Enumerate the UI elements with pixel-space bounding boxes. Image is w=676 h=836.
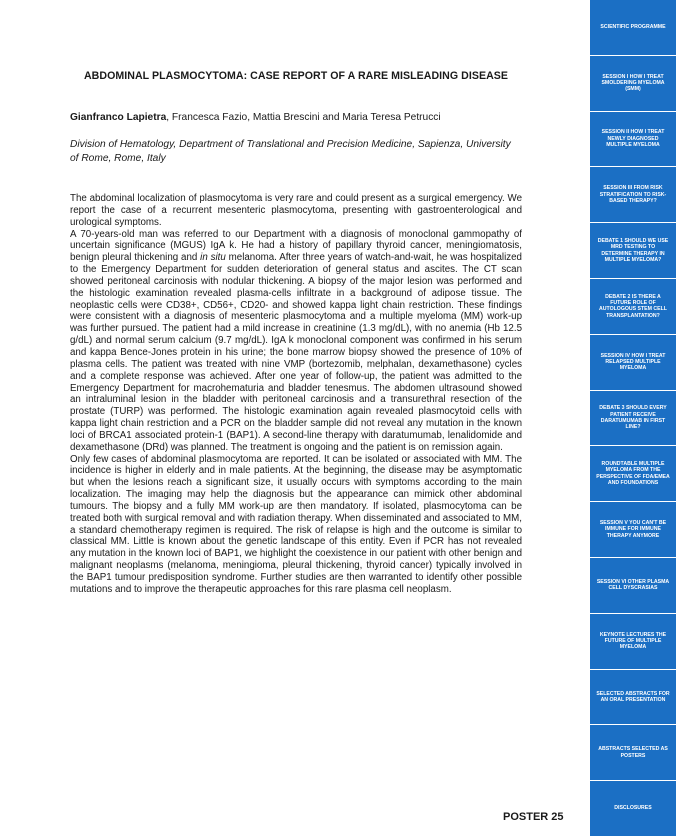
abstract-body — [70, 193, 522, 596]
author-list — [70, 112, 522, 123]
presenting-author: Gianfranco Lapietra — [70, 112, 167, 123]
abstract-title: ABDOMINAL PLASMOCYTOMA: CASE REPORT OF A RARE MISLEADING DISEASE — [83, 70, 509, 82]
sidebar-item-session-3[interactable]: SESSION III FROM RISK STRATIFICATION TO RISK-BASED THERAPY? — [590, 167, 676, 223]
case-text-1: A 70-years-old man was referred to our Department with a diagnosis of monoclonal gammopathy of uncertain significance (MGUS) IgA k. He had a history of papillary thyroid cancer, meningiomatosis, benign pleural thickening and — [70, 228, 522, 264]
sidebar-item-session-6[interactable]: SESSION VI OTHER PLASMA CELL DYSCRASIAS — [590, 558, 676, 614]
sidebar-item-session-2[interactable]: SESSION II HOW I TREAT NEWLY DIAGNOSED MULTIPLE MYELOMA — [590, 112, 676, 168]
sidebar-item-selected-abstracts-oral[interactable]: SELECTED ABSTRACTS FOR AN ORAL PRESENTATION — [590, 670, 676, 726]
co-authors: , Francesca Fazio, Mattia Brescini and Maria Teresa Petrucci — [166, 112, 441, 123]
sidebar-item-session-4[interactable]: SESSION IV HOW I TREAT RELAPSED MULTIPLE MYELOMA — [590, 335, 676, 391]
sidebar-item-session-1[interactable]: SESSION I HOW I TREAT SMOLDERING MYELOMA (SMM) — [590, 56, 676, 112]
sidebar-item-debate-1[interactable]: DEBATE 1 SHOULD WE USE MRD TESTING TO DETERMINE THERAPY IN MULTIPLE MYELOMA? — [590, 223, 676, 279]
sidebar-item-abstracts-posters[interactable]: ABSTRACTS SELECTED AS POSTERS — [590, 725, 676, 781]
abstract-paragraph-case — [70, 229, 522, 454]
sidebar-nav — [590, 0, 676, 836]
sidebar-item-disclosures[interactable]: DISCLOSURES — [614, 805, 652, 812]
case-text-italic: in situ — [200, 252, 226, 264]
abstract-paragraph-discussion: Only few cases of abdominal plasmocytoma are reported. It can be isolated or associated with MM. The incidence is higher in elderly and in male patients. At the beginning, the disease may be asymptomatic but when the lesions reach a significant size, it usually occurs with symptoms according to the main localization. The imaging may help the diagnosis but the appearance can mimick other abdominal tumours. The biopsy and a fully MM work-up are then mandatory. If isolated, plasmocytoma can be treated both with surgical removal and with radiation therapy. When disseminated and associated to MM, a standard chemotherapy regimen is required. The risk of relapse is high and the outcome is similar to classical MM. Little is known about the genetic landscape of this entity. Even if PCR has not revealed any mutation in the known loci of BAP1, we highlight the coexistence in our patient with other benign and malignant neoplasms (melanoma, meningioma, pleural thickening, thyroid cancer) typically involved in the BAP1 tumour predisposition syndrome. Further studies are then warranted to identify other possible mutations and to improve the therapeutic approaches for this rare plasma cell neoplasm. — [70, 453, 522, 595]
affiliation: Division of Hematology, Department of Translational and Precision Medicine, Sapienza, University of Rome, Rome, Italy — [70, 139, 511, 164]
sidebar-item-roundtable[interactable]: ROUNDTABLE MULTIPLE MYELOMA FROM THE PERSPECTIVE OF FDA/EMEA AND FOUNDATIONS — [590, 446, 676, 502]
abstract-paragraph-intro: The abdominal localization of plasmocytoma is very rare and could present as a surgical emergency. We report the case of a recurrent mesenteric plasmocytoma, presenting with gastroenterological and urological symptoms. — [70, 193, 522, 228]
sidebar-item-debate-2[interactable]: DEBATE 2 IS THERE A FUTURE ROLE OF AUTOLOGOUS STEM CELL TRANSPLANTATION? — [590, 279, 676, 335]
sidebar-item-scientific-programme[interactable]: SCIENTIFIC PROGRAMME — [590, 0, 676, 56]
sidebar-item-session-5[interactable]: SESSION V YOU CAN'T BE IMMUNE FOR IMMUNE THERAPY ANYMORE — [590, 502, 676, 558]
sidebar-item-keynote-lectures[interactable]: KEYNOTE LECTURES THE FUTURE OF MULTIPLE MYELOMA — [590, 614, 676, 670]
poster-number: POSTER 25 — [503, 811, 564, 823]
case-text-2: melanoma. After three years of watch-and-wait, he was hospitalized to the Emergency Department for sudden deterioration of general status and ascites. The CT scan showed peritoneal carcinosis with nodular thickening. A biopsy of the major lesion was performed and the histologic examination revealed plasma-cells infiltrate in a background of adipose tissue. The neoplastic cells were CD38+, CD56+, CD20- and showed kappa light chain restriction. These findings were consistent with a diagnosis of mesenteric plasmocytoma and a multiple myeloma (MM) work-up was further pursued. The patient had a mild increase in creatinine (1.3 mg/dL), with no anemia (Hb 12.5 g/dL) and normal serum calcium (9.7 mg/dL). IgA k monoclonal component was confirmed in his serum and kappa Bence-Jones protein in his urine; the bone marrow biopsy showed the presence of 10% of plasma cells. The patient was treated with nine VMP (bortezomib, melphalan, dexamethasone) cycles and a complete response was achieved. After one year of follow-up, the patient was admitted to the Emergency Department for macrohematuria and bladder tenesmus. The abdomen ultrasound showed an intraluminal lesion in the bladder with peritoneal carcinosis and a transurethral resection of the prostate (TURP) was performed. The histologic examination again revealed plasmocytoid cells with kappa light chain restriction and a PCR on the bladder sample did not reveal any mutation in the known loci of BRCA1 associated protein-1 (BAP1). A second-line therapy with daratumumab, lenalidomide and dexamethasone (DRd) was planned. The treatment is ongoing and the patient is on remission again. — [70, 252, 522, 453]
sidebar-item-debate-3[interactable]: DEBATE 3 SHOULD EVERY PATIENT RECEIVE DARATUMUMAB IN FIRST LINE? — [590, 391, 676, 447]
